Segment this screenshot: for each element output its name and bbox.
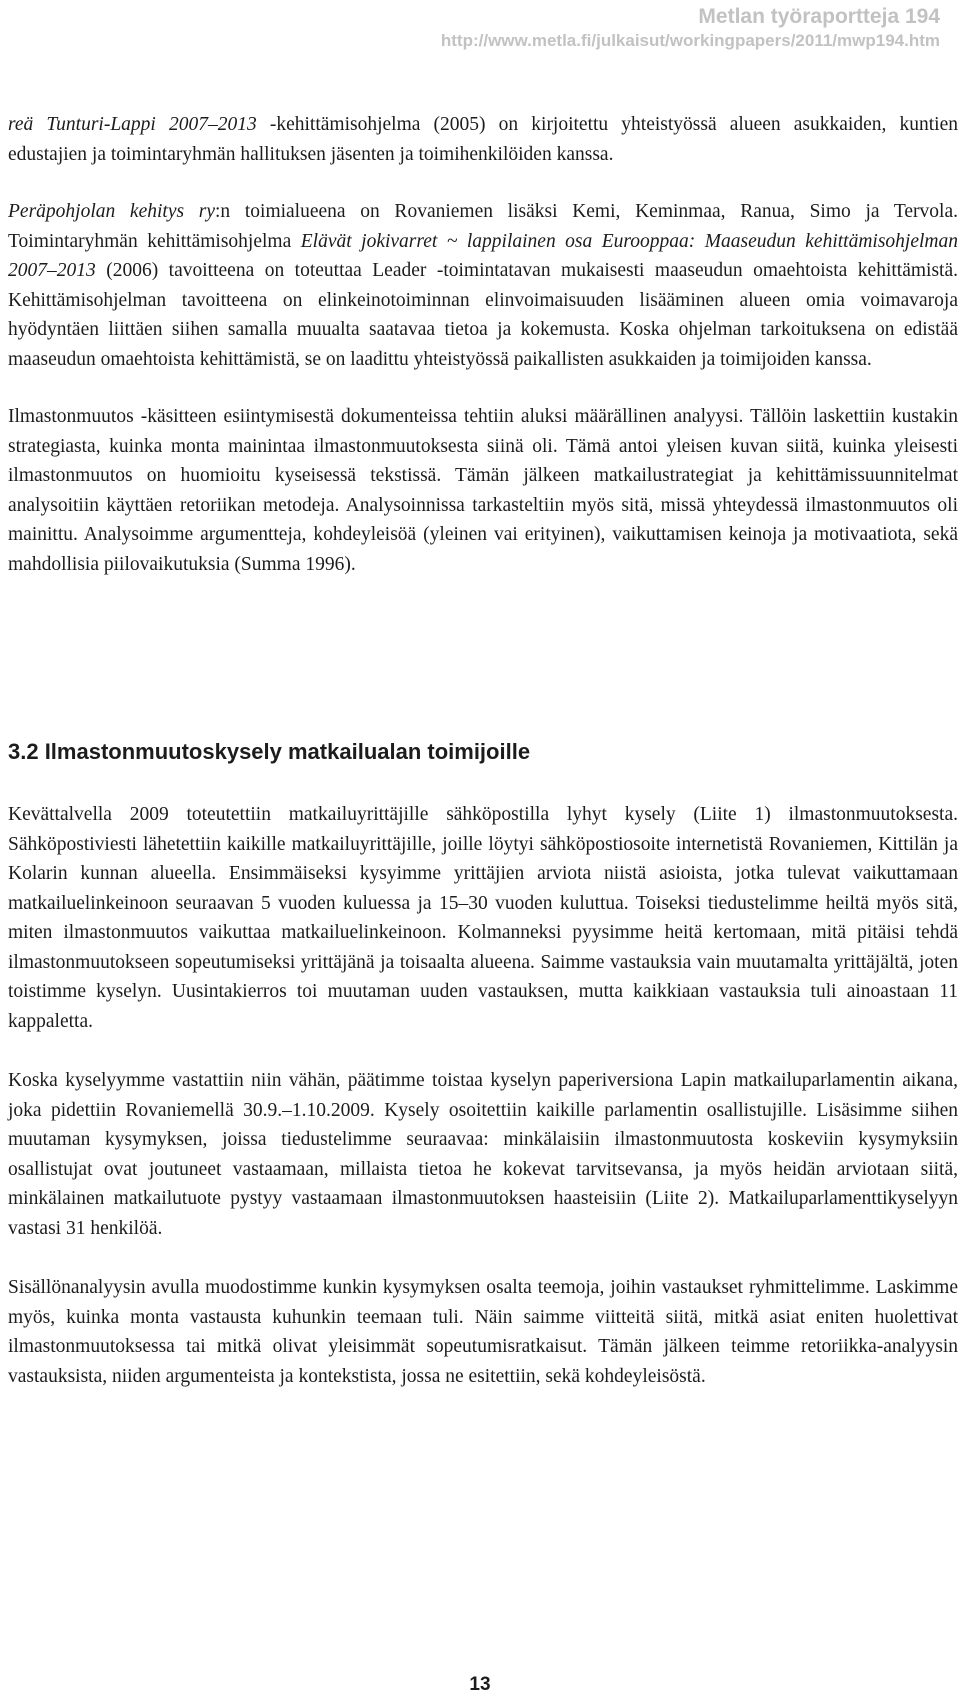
paragraph-2: Peräpohjolan kehitys ry:n toimialueena on Rovaniemen lisäksi Kemi, Keminmaa, Ranua, Simo ja Tervola. Toimintaryhmän kehittämisohjelma Elävät jokivarret ~ lappilainen osa Eurooppaa: Maaseudun kehittämisohjelman 2007–2013 (2006) tavoitteena on toteuttaa Leader -toimintatavan mukaisesti maaseudun omaehtoista kehittämistä. Kehittämisohjelman tavoitteena on elinkeinotoiminnan elinvoimaisuuden lisääminen alueen omia voimavaroja hyödyntäen liittäen siihen samalla muualta saatavaa tietoa ja kokemusta. Koska ohjelman tarkoituksena on edistää maaseudun omaehtoista kehittämistä, se on laadittu yhteistyössä paikallisten asukkaiden ja toimijoiden kanssa.	[8, 201, 958, 370]
paragraph-4: Kevättalvella 2009 toteutettiin matkailuyrittäjille sähköpostilla lyhyt kysely (Liite 1) ilmastonmuutoksesta. Sähköpostiviesti lähetettiin kaikille matkailuyrittäjille, joille löytyi sähköpostiosoite internetistä Rovaniemen, Kittilän ja Kolarin kunnan alueella. Ensimmäiseksi kysyimme yrittäjien arviota niistä asioista, jotka tulevat vaikuttamaan matkailuelinkeinoon seuraavan 5 vuoden kuluessa ja 15–30 vuoden kuluttua. Toiseksi tiedustelimme heiltä myös sitä, miten ilmastonmuutos vaikuttaa matkailuelinkeinoon. Kolmanneksi pyysimme heitä kertomaan, mitä pitäisi tehdä ilmastonmuutokseen sopeutumiseksi yrittäjänä ja toisaalta alueena. Saimme vastauksia vain muutamalta yrittäjältä, joten toistimme kyselyn. Uusintakierros toi muutaman uuden vastauksen, mutta kaikkiaan vastauksia tuli ainoastaan 11 kappaletta.	[8, 804, 958, 1032]
body-text-top	[8, 110, 958, 579]
paragraph-6: Sisällönanalyysin avulla muodostimme kunkin kysymyksen osalta teemoja, joihin vastaukset ryhmittelimme. Laskimme myös, kuinka monta vastausta kuhunkin teemaan tuli. Näin saimme viitteitä siitä, mitkä asiat eniten huolettivat ilmastonmuutoksessa tai mitkä olivat yleisimmät sopeutumisratkaisut. Tämän jälkeen teimme retoriikka-analyysin vastauksista, niiden argumenteista ja kontekstista, jossa ne esitettiin, sekä kohdeyleisöstä.	[8, 1277, 958, 1387]
running-header	[441, 4, 940, 52]
organization-name: Peräpohjolan kehitys ry	[8, 201, 215, 222]
page-number: 13	[469, 1674, 491, 1695]
paragraph-1: reä Tunturi-Lappi 2007–2013 -kehittämisohjelma (2005) on kirjoitettu yhteistyössä alueen asukkaiden, kuntien edustajien ja toimintaryhmän hallituksen jäsenten ja toimihenkilöiden kanssa.	[8, 114, 958, 165]
paragraph-3: Ilmastonmuutos -käsitteen esiintymisestä dokumenteissa tehtiin aluksi määrällinen analyysi. Tällöin laskettiin kustakin strategiasta, kuinka monta mainintaa ilmastonmuutoksesta siinä oli. Tämä antoi yleisen kuvan siitä, kuinka yleisesti ilmastonmuutos on huomioitu kyseisessä tekstissä. Tämän jälkeen matkailustrategiat ja kehittämissuunnitelmat analysoitiin käyttäen retoriikan metodeja. Analysoinnissa tarkasteltiin myös sitä, missä yhteydessä ilmastonmuutos oli mainittu. Analysoimme argumentteja, kohdeyleisöä (yleinen vai erityinen), vaikuttamisen keinoja ja motivaatiota, sekä mahdollisia piilovaikutuksia (Summa 1996).	[8, 406, 958, 575]
body-text-bottom	[8, 800, 958, 1391]
paragraph-5: Koska kyselyymme vastattiin niin vähän, päätimme toistaa kyselyn paperiversiona Lapin matkailuparlamentin aikana, joka pidettiin Rovaniemellä 30.9.–1.10.2009. Kysely osoitettiin kaikille parlamentin osallistujille. Lisäsimme siihen muutaman kysymyksen, joissa tiedustelimme seuraavaa: minkälaisiin ilmastonmuutosta koskeviin kysymyksiin osallistujat ovat joutuneet vastaamaan, millaista tietoa he kokevat tarvitsevansa, ja myös heidän arviotaan siitä, minkälainen matkailutuote pystyy vastaamaan ilmastonmuutoksen haasteisiin (Liite 2). Matkailuparlamenttikyselyyn vastasi 31 henkilöä.	[8, 1070, 958, 1239]
series-title: Metlan työraportteja 194	[698, 5, 940, 28]
program-title: reä Tunturi-Lappi 2007–2013	[8, 114, 257, 135]
section-heading: 3.2 Ilmastonmuutoskysely matkailualan toimijoille	[8, 739, 531, 764]
program-title-2: Elävät jokivarret ~ lappilainen osa Eurooppaa: Maaseudun kehittämisohjelman 2007–2013	[8, 230, 958, 281]
publication-url[interactable]: http://www.metla.fi/julkaisut/workingpapers/2011/mwp194.htm	[440, 31, 940, 50]
